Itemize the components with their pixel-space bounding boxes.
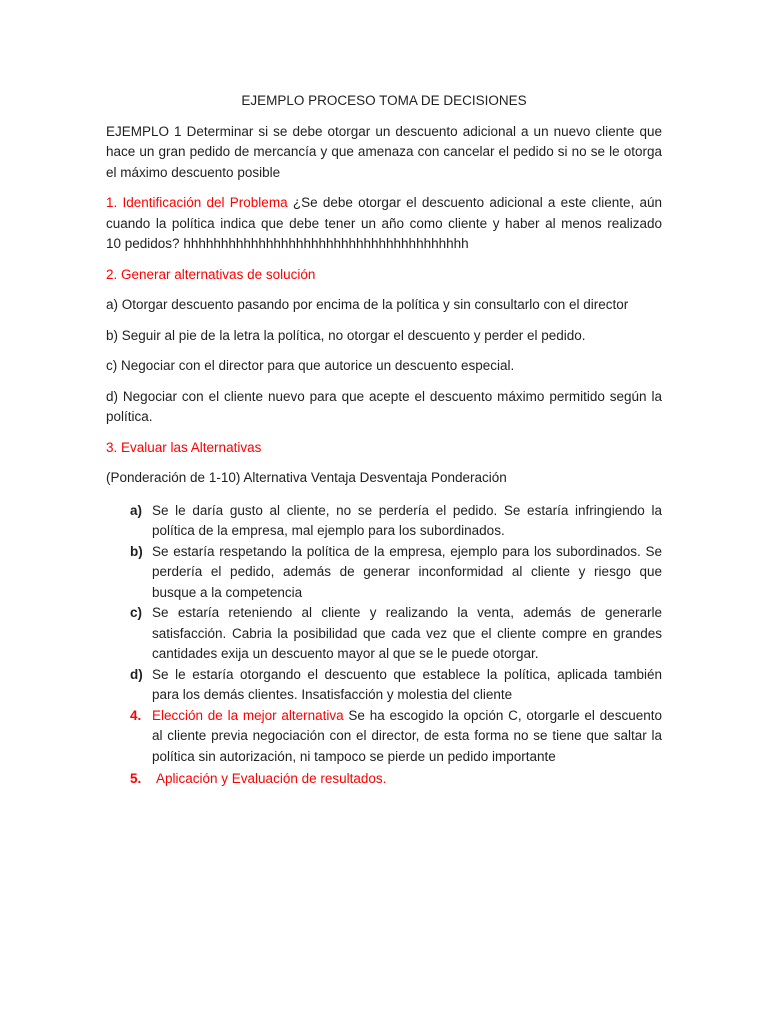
decision-item (130, 706, 662, 768)
problem-text: ¿Se debe otorgar el descuento adicional a este cliente, aún (292, 195, 662, 210)
evaluation-line: Se le estaría otorgando el descuento que establece la política, aplicada también (152, 666, 662, 682)
evaluation-line: Se le daría gusto al cliente, no se perdería el pedido. Se estaría infringiendo la (152, 502, 662, 518)
intro-line: EJEMPLO 1 Determinar si se debe otorgar un descuento adicional a un nuevo cliente que (106, 123, 662, 139)
decision-line: al cliente previa negociación con el director, de esta forma no se tiene que saltar la (152, 728, 662, 743)
evaluation-body (152, 501, 662, 542)
alternative-line: b) Seguir al pie de la letra la política, no otorgar el descuento y perder el pedido. (106, 327, 586, 343)
evaluation-line: Se estaría reteniendo al cliente y realizando la venta, además de generarle (152, 605, 662, 620)
evaluation-list (106, 501, 662, 790)
application-body (152, 769, 662, 790)
decision-line (152, 706, 662, 727)
problem-line (106, 193, 662, 214)
evaluation-marker: a) (130, 502, 143, 518)
problem-line: cuando la política indica que debe tener un año como cliente y haber al menos realizado (106, 215, 662, 231)
application-heading: Aplicación y Evaluación de resultados. (156, 770, 387, 786)
alternative-line: a) Otorgar descuento pasando por encima de la política y sin consultarlo con el director (106, 297, 629, 312)
alternative-option (106, 356, 662, 377)
evaluation-criteria: (Ponderación de 1-10) Alternativa Ventaja Desventaja Ponderación (106, 470, 507, 485)
alternative-line: d) Negociar con el cliente nuevo para que acepte el descuento máximo permitido según la (106, 388, 662, 404)
evaluation-item (130, 603, 662, 665)
decision-marker: 4. (130, 707, 142, 723)
evaluation-item (130, 665, 662, 706)
decision-heading: Elección de la mejor alternativa (152, 707, 344, 723)
intro-line: el máximo descuento posible (106, 164, 281, 180)
application-marker: 5. (130, 770, 142, 786)
evaluation-heading: 3. Evaluar las Alternativas (106, 439, 262, 455)
alternative-line: política. (106, 409, 153, 424)
document-body (106, 91, 662, 789)
alternative-option (106, 295, 662, 316)
decision-body (152, 706, 662, 768)
problem-line: 10 pedidos? hhhhhhhhhhhhhhhhhhhhhhhhhhhhhhhhhhhhhh (106, 236, 469, 251)
evaluation-marker: d) (130, 666, 143, 682)
evaluation-item (130, 501, 662, 542)
evaluation-line: Se estaría respetando la política de la empresa, ejemplo para los subordinados. Se (152, 543, 662, 559)
problem-paragraph (106, 193, 662, 255)
alternatives-heading: 2. Generar alternativas de solución (106, 266, 316, 282)
evaluation-marker: c) (130, 605, 143, 620)
decision-text: Se ha escogido la opción C, otorgarle el descuento (348, 707, 662, 723)
evaluation-body (152, 665, 662, 706)
alternative-option (106, 326, 662, 347)
document-title: EJEMPLO PROCESO TOMA DE DECISIONES (241, 93, 527, 108)
alternative-line: c) Negociar con el director para que autorice un descuento especial. (106, 358, 515, 373)
evaluation-line: política de la empresa, mal ejemplo para los subordinados. (152, 523, 505, 538)
decision-line: política sin autorización, ni tampoco se pierde un pedido importante (152, 748, 556, 764)
problem-heading: 1. Identificación del Problema (106, 195, 288, 210)
evaluation-line: para los demás clientes. Insatisfacción y molestia del cliente (152, 687, 513, 702)
evaluation-item (130, 542, 662, 604)
application-item (130, 769, 662, 790)
intro-line: hace un gran pedido de mercancía y que amenaza con cancelar el pedido si no se le otorga (106, 144, 662, 159)
evaluation-line: cantidades exija un descuento mayor al que se le puede otorgar. (152, 646, 539, 661)
alternative-option (106, 387, 662, 428)
evaluation-marker: b) (130, 543, 143, 559)
evaluation-line: busque a la competencia (152, 584, 303, 600)
evaluation-line: perdería el pedido, además de generar inconformidad al cliente y riesgo que (152, 564, 662, 579)
evaluation-body (152, 603, 662, 665)
intro-paragraph (106, 122, 662, 184)
evaluation-line: satisfacción. Cabria la posibilidad que cada vez que el cliente compre en grandes (152, 625, 662, 641)
evaluation-body (152, 542, 662, 604)
